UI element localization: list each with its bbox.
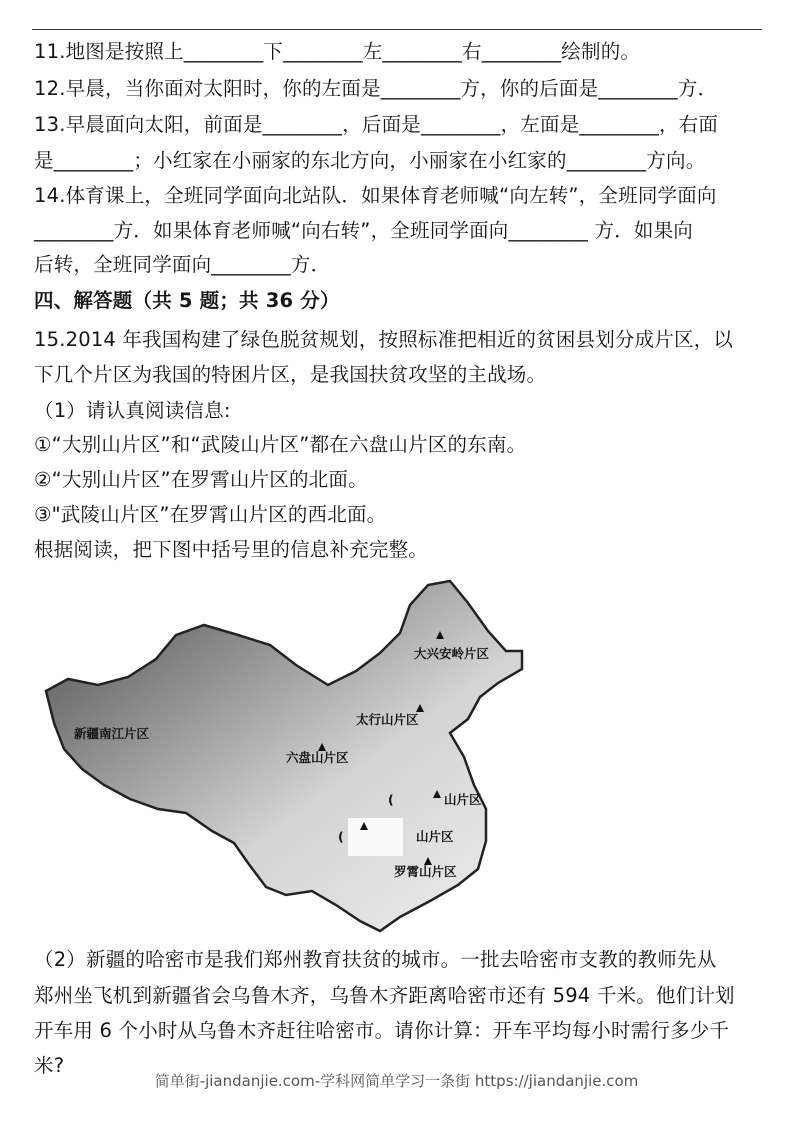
china-poverty-region-map xyxy=(38,573,568,938)
label-luoxiao: 罗霄山片区 xyxy=(394,864,457,879)
question-15-part-1-title: （1）请认真阅读信息: xyxy=(34,399,231,422)
question-15-intro-line-1: 15.2014 年我国构建了绿色脱贫规划，按照标准把相近的贫困县划分成片区，以 xyxy=(34,328,734,351)
question-14-line-1: 14.体育课上，全班同学面向北站队．如果体育老师喊“向左转”，全班同学面向 xyxy=(34,184,717,207)
question-15-part-2-line-1: （2）新疆的哈密市是我们郑州教育扶贫的城市。一批去哈密市支教的教师先从 xyxy=(34,948,717,971)
footer-watermark: 简单街-jiandanjie.com-学科网简单学习一条街 https://jiandanjie.com xyxy=(154,1072,639,1090)
map-smudge xyxy=(348,818,403,856)
question-15-intro-line-2: 下几个片区为我国的特困片区，是我国扶贫攻坚的主战场。 xyxy=(34,363,547,386)
question-13-line-1: 13.早晨面向太阳，前面是________，后面是________，左面是________，右面 xyxy=(34,113,719,136)
instruction: 根据阅读，把下图中括号里的信息补充完整。 xyxy=(34,538,429,561)
question-15-part-2-line-4: 米? xyxy=(34,1054,65,1077)
question-15-part-2-line-3: 开车用 6 个小时从乌鲁木齐赶往哈密市。请你计算：开车平均每小时需行多少千 xyxy=(34,1019,730,1042)
label-taihang: 太行山片区 xyxy=(356,712,419,727)
top-rule xyxy=(32,29,762,30)
label-blank-lower-suffix: 山片区 xyxy=(416,829,454,844)
question-12: 12.早晨，当你面对太阳时，你的左面是________方，你的后面是________方． xyxy=(34,77,718,100)
section-heading: 四、解答题（共 5 题；共 36 分） xyxy=(34,289,340,312)
label-daxinganling: 大兴安岭片区 xyxy=(414,646,490,661)
info-item-3: ③"武陵山片区”在罗霄山片区的西北面。 xyxy=(34,503,387,526)
question-14-line-3: 后转，全班同学面向________方． xyxy=(34,253,331,276)
label-liupan: 六盘山片区 xyxy=(286,750,349,765)
info-item-2: ②“大别山片区”在罗霄山片区的北面。 xyxy=(34,468,368,491)
question-13-line-2: 是________；小红家在小丽家的东北方向，小丽家在小红家的________方向。 xyxy=(34,149,706,172)
label-blank-upper-suffix: 山片区 xyxy=(444,792,482,807)
question-14-line-2: ________方．如果体育老师喊“向右转”，全班同学面向________ 方．如果向 xyxy=(34,219,694,242)
label-blank-lower-bracket: ( xyxy=(338,829,344,844)
label-blank-upper-bracket: ( xyxy=(388,792,394,807)
info-item-1: ①“大别山片区”和“武陵山片区”都在六盘山片区的东南。 xyxy=(34,433,527,456)
label-xinjiang-nanjiang: 新疆南江片区 xyxy=(74,726,150,741)
question-15-part-2-line-2: 郑州坐飞机到新疆省会乌鲁木齐，乌鲁木齐距离哈密市还有 594 千米。他们计划 xyxy=(34,984,735,1007)
question-11: 11.地图是按照上________下________左________右________绘制的。 xyxy=(34,40,641,63)
